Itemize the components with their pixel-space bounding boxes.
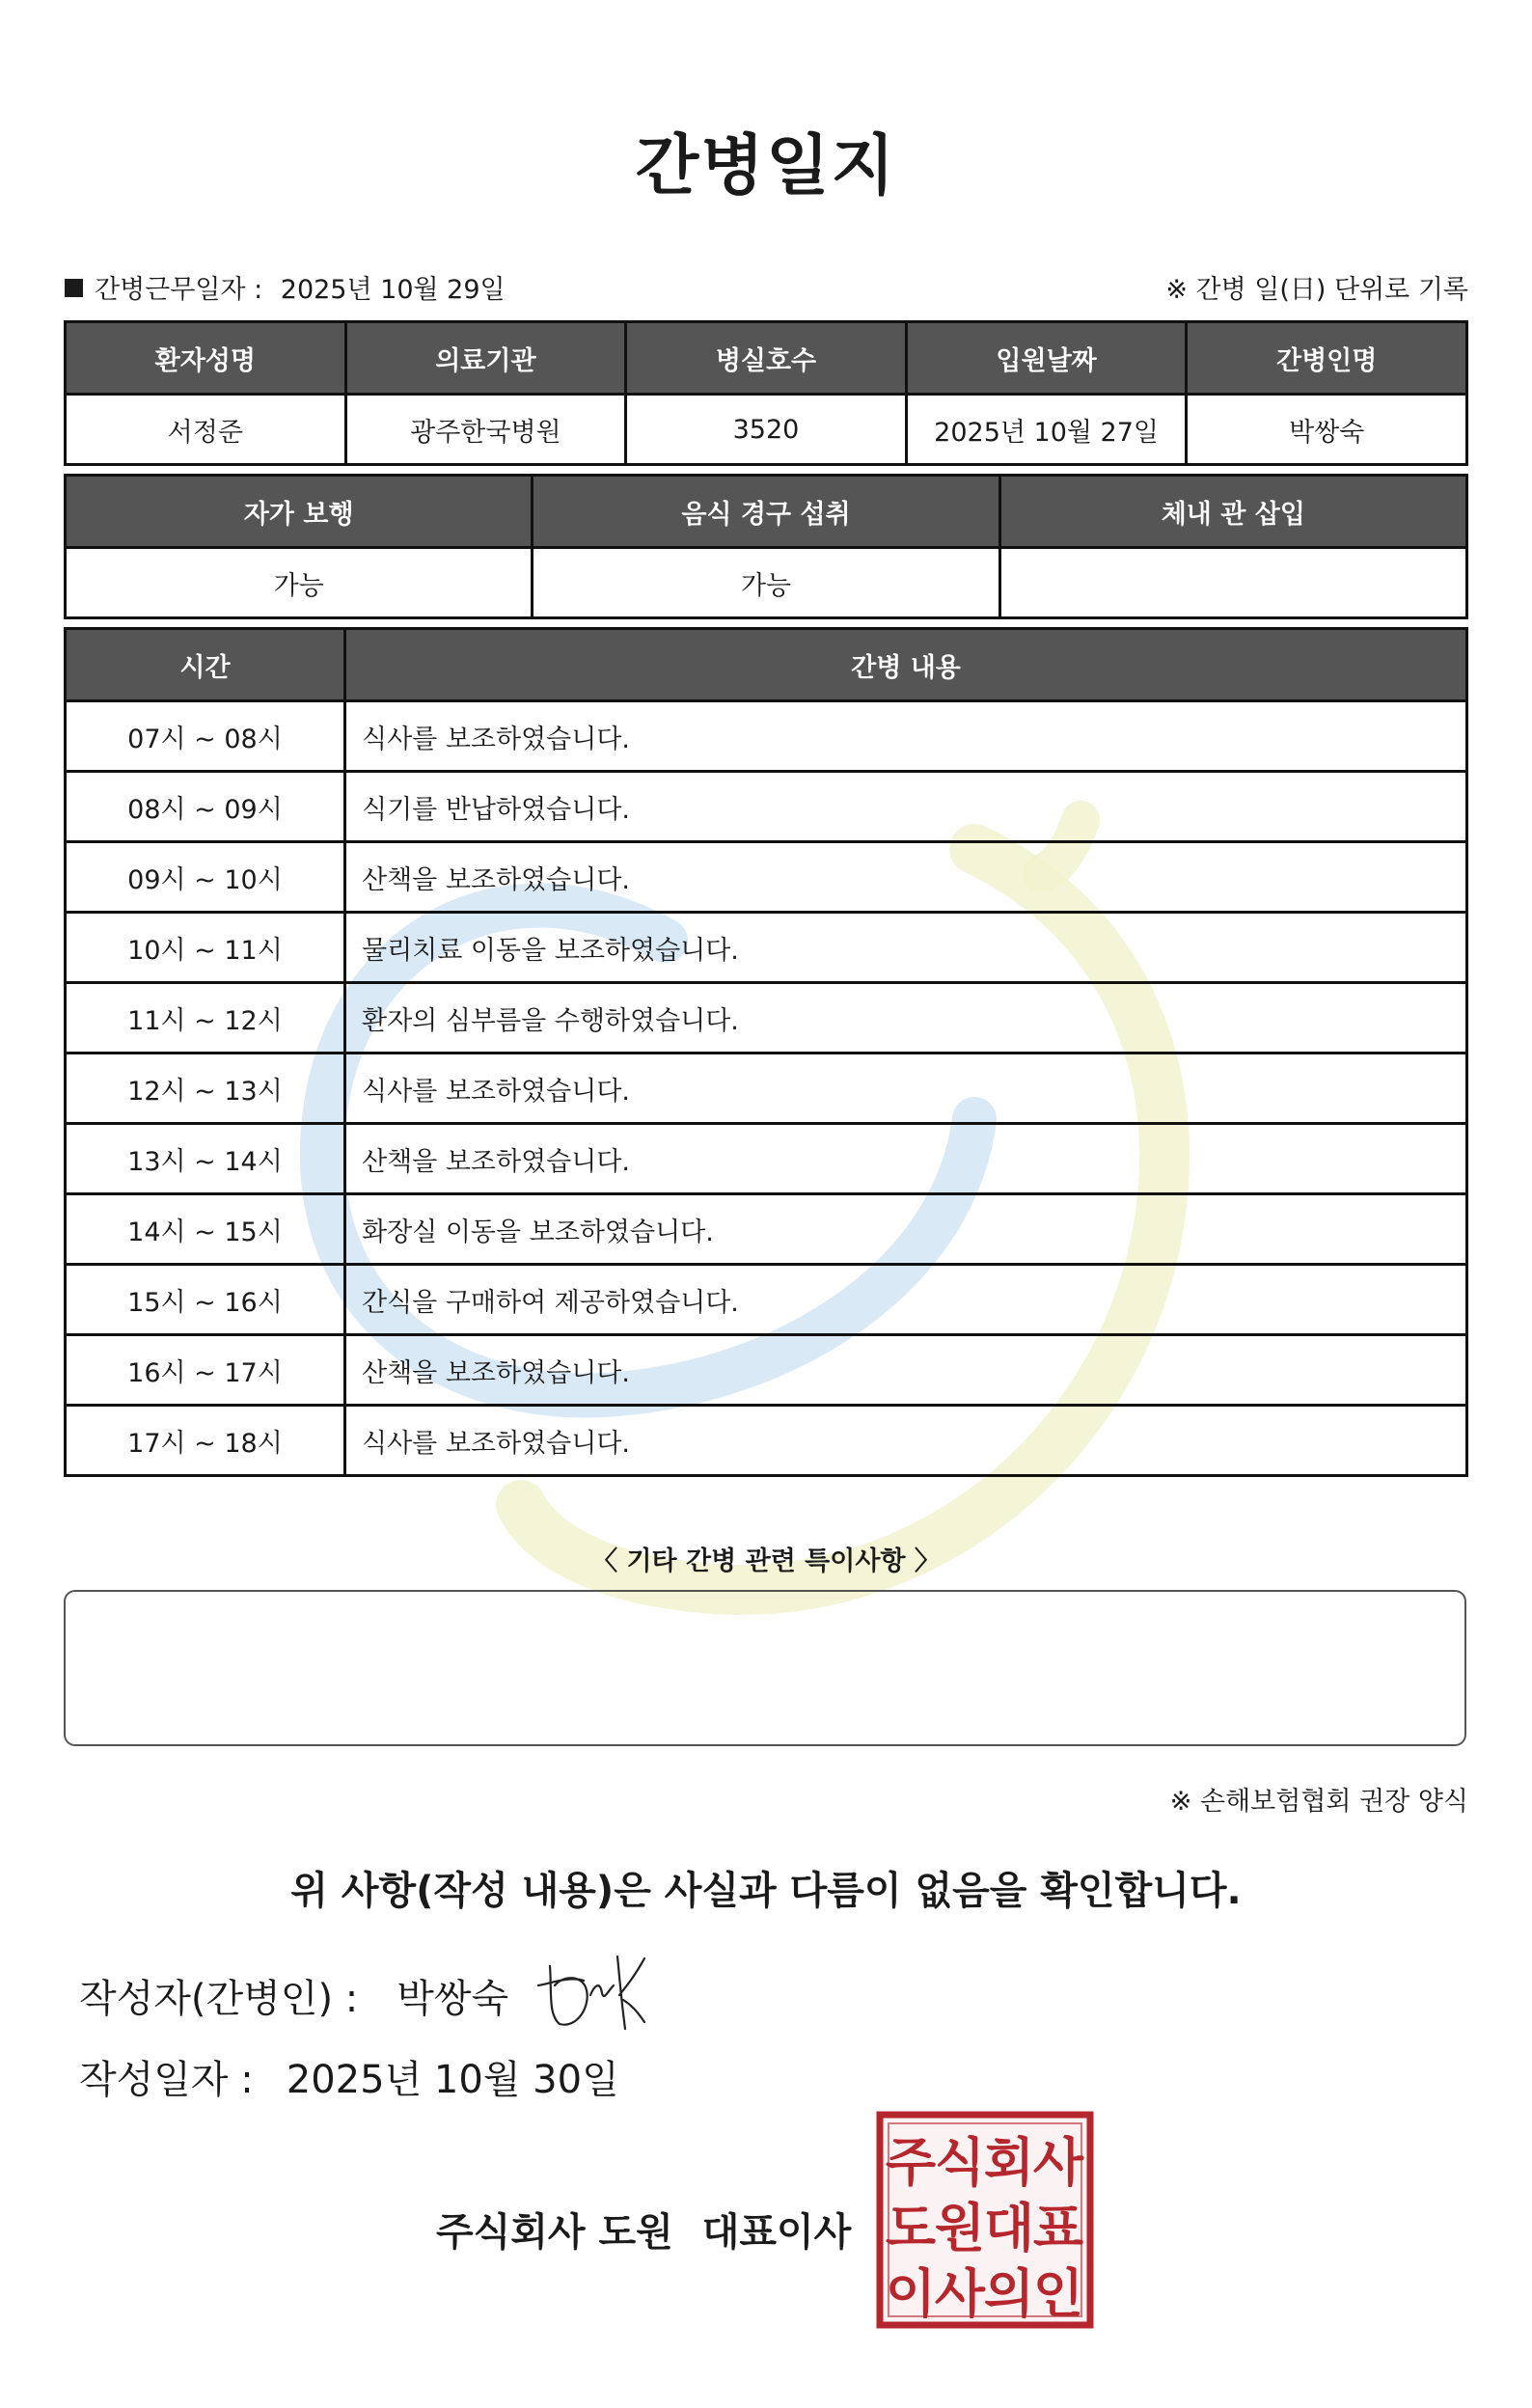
self-walking-value: 가능 [66,548,533,618]
written-date-value: 2025년 10월 30일 [286,2058,619,2102]
seal-character: 표 [1032,2198,1084,2258]
care-log-row [66,913,1467,983]
seal-character: 이 [885,2263,937,2324]
written-date-line [79,2049,619,2104]
handwritten-signature [531,1947,656,2034]
header-tube-insertion: 체내 관 삽입 [999,476,1466,548]
hospital-name: 광주한국병원 [345,395,626,465]
header-admission-date: 입원날짜 [906,322,1187,395]
care-content-cell: 식사를 보조하였습니다. [345,1406,1467,1476]
care-log-row [66,983,1467,1054]
ability-value-row [66,548,1467,618]
writer-name: 박쌍숙 [397,1977,509,2021]
care-time-cell: 14시 ~ 15시 [66,1194,345,1265]
oral-intake-value: 가능 [533,548,999,618]
writer-line [79,1968,508,2023]
care-content-cell: 환자의 심부름을 수행하였습니다. [345,983,1467,1054]
care-time-cell: 11시 ~ 12시 [66,983,345,1054]
care-log-row [66,1265,1467,1335]
header-room-number: 병실호수 [626,322,907,395]
header-self-walking: 자가 보행 [66,476,533,548]
ceo-title: 대표이사 [701,2210,852,2255]
ability-header-row [66,476,1467,548]
square-bullet-icon [65,279,83,297]
seal-character: 의 [983,2263,1035,2324]
patient-name: 서정준 [66,395,346,465]
care-log-row [66,701,1467,772]
header-hospital: 의료기관 [345,322,626,395]
header-patient-name: 환자성명 [66,322,346,395]
special-notes-title: 〈 기타 간병 관련 특이사항 〉 [591,1546,941,1576]
daily-record-note: ※ 간병 일(日) 단위로 기록 [1165,275,1468,305]
care-content-cell: 식사를 보조하였습니다. [345,1054,1467,1124]
care-content-cell: 산책을 보조하였습니다. [345,1124,1467,1194]
care-log-row [66,1124,1467,1194]
seal-character: 주 [885,2132,937,2193]
seal-character: 사 [934,2263,986,2324]
care-content-cell: 산책을 보조하였습니다. [345,1335,1467,1406]
document-title: 간병일지 [635,128,897,205]
header-care-content: 간병 내용 [345,629,1467,701]
care-content-cell: 식기를 반납하였습니다. [345,772,1467,842]
work-date-line [65,268,506,306]
admission-date: 2025년 10월 27일 [906,395,1187,465]
seal-character: 사 [1032,2132,1084,2193]
care-log-table [64,627,1468,1477]
written-date-label: 작성일자 : [79,2058,254,2102]
work-date-label: 간병근무일자 : [95,275,263,305]
caregiver-name: 박쌍숙 [1187,395,1467,465]
seal-character: 원 [934,2198,986,2258]
care-time-cell: 12시 ~ 13시 [66,1054,345,1124]
seal-character: 도 [885,2198,937,2258]
care-time-cell: 09시 ~ 10시 [66,842,345,913]
care-log-row [66,1335,1467,1406]
care-time-cell: 08시 ~ 09시 [66,772,345,842]
header-caregiver-name: 간병인명 [1187,322,1467,395]
patient-info-table [64,320,1468,466]
special-notes-box [64,1590,1466,1746]
care-log-row [66,772,1467,842]
header-time: 시간 [66,629,345,701]
room-number: 3520 [626,395,907,465]
patient-info-header-row [66,322,1467,395]
care-log-rows [66,701,1467,1476]
company-name: 주식회사 도원 [436,2210,673,2255]
patient-info-value-row [66,395,1467,465]
header-oral-intake: 음식 경구 섭취 [533,476,999,548]
care-time-cell: 15시 ~ 16시 [66,1265,345,1335]
company-seal-stamp [876,2111,1094,2329]
care-log-row [66,1406,1467,1476]
care-log-row [66,842,1467,913]
seal-character: 식 [934,2132,986,2193]
confirmation-statement: 위 사항(작성 내용)은 사실과 다름이 없음을 확인합니다. [290,1869,1242,1913]
care-log-header-row [66,629,1467,701]
care-time-cell: 13시 ~ 14시 [66,1124,345,1194]
care-log-row [66,1194,1467,1265]
care-time-cell: 07시 ~ 08시 [66,701,345,772]
care-time-cell: 16시 ~ 17시 [66,1335,345,1406]
form-recommendation-note: ※ 손해보험협회 권장 양식 [1169,1787,1468,1817]
care-log-row [66,1054,1467,1124]
care-content-cell: 물리치료 이동을 보조하였습니다. [345,913,1467,983]
seal-character: 대 [983,2198,1035,2258]
care-content-cell: 산책을 보조하였습니다. [345,842,1467,913]
seal-character: 인 [1032,2263,1084,2324]
care-content-cell: 화장실 이동을 보조하였습니다. [345,1194,1467,1265]
tube-insertion-value [999,548,1466,618]
care-content-cell: 간식을 구매하여 제공하였습니다. [345,1265,1467,1335]
care-content-cell: 식사를 보조하였습니다. [345,701,1467,772]
writer-label: 작성자(간병인) : [79,1977,359,2021]
company-signature-line [436,2202,851,2257]
care-time-cell: 17시 ~ 18시 [66,1406,345,1476]
seal-character: 회 [983,2132,1035,2193]
care-time-cell: 10시 ~ 11시 [66,913,345,983]
patient-ability-table [64,474,1468,619]
work-date-value: 2025년 10월 29일 [280,275,506,305]
